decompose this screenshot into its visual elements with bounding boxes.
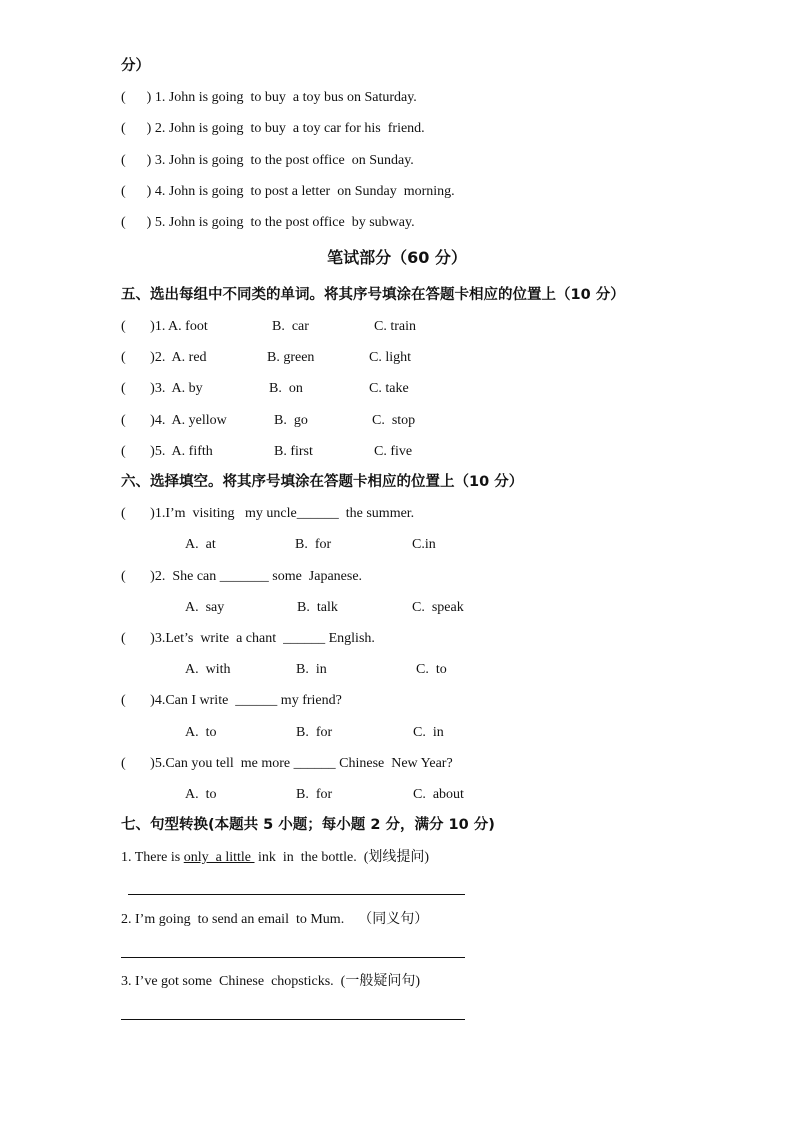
section7-q2: 2. I’m going to send an email to Mum. （同义句） — [121, 912, 429, 927]
listening-item: ( ) 4. John is going to post a letter on Sunday morning. — [121, 184, 455, 199]
written-section-title: 笔试部分（60 分） — [327, 248, 467, 267]
listening-item: ( ) 5. John is going to the post office by subway. — [121, 215, 415, 230]
section7-q1: 1. There is only a little ink in the bottle. (划线提问) — [121, 850, 430, 865]
top-fragment: 分） — [121, 58, 150, 74]
listening-item: ( ) 1. John is going to buy a toy bus on Saturday. — [121, 90, 417, 105]
section7-heading: 七、句型转换(本题共 5 小题；每小题 2 分，满分 10 分) — [121, 817, 495, 833]
answer-line — [121, 957, 465, 958]
underlined-phrase: only a little — [183, 850, 255, 865]
section5-heading: 五、选出每组中不同类的单词。将其序号填涂在答题卡相应的位置上（10 分） — [121, 287, 625, 303]
listening-item: ( ) 2. John is going to buy a toy car for his friend. — [121, 121, 425, 136]
answer-line — [128, 894, 465, 895]
section7-q3: 3. I’ve got some Chinese chopsticks. (一般疑问句) — [121, 974, 421, 989]
section6-heading: 六、选择填空。将其序号填涂在答题卡相应的位置上（10 分） — [121, 474, 524, 490]
listening-item: ( ) 3. John is going to the post office on Sunday. — [121, 153, 414, 168]
answer-line — [121, 1019, 465, 1020]
